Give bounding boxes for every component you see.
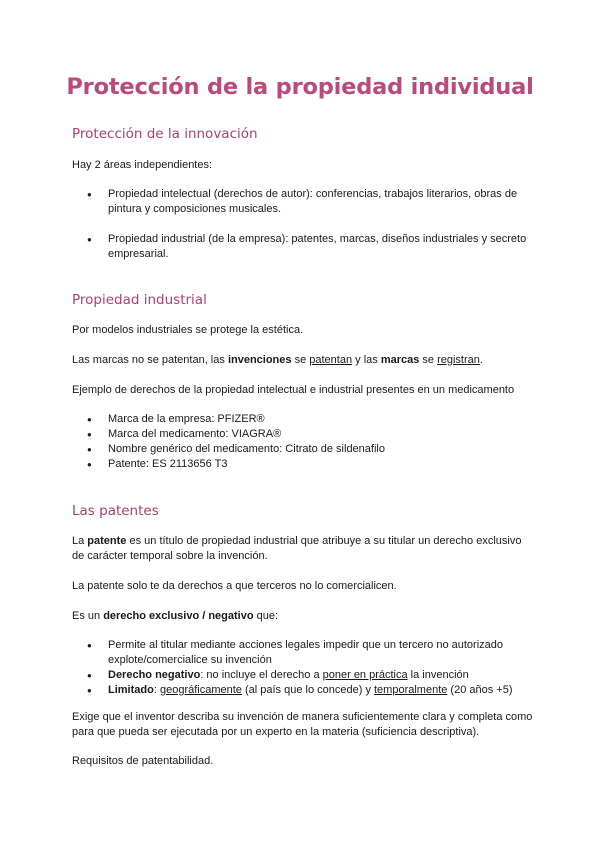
heading-proteccion-innovacion: Protección de la innovación <box>72 126 258 142</box>
list-item: ● Derecho negativo: no incluye el derecho a poner en práctica la invención <box>72 668 532 683</box>
list-derecho <box>72 638 532 698</box>
list-medicamento <box>72 412 532 472</box>
document-title: Protección de la propiedad individual <box>66 74 534 100</box>
paragraph-exige: Exige que el inventor describa su invención de manera suficientemente clara y completa como para que pueda ser ejecutada por un experto en la materia (suficiencia descriptiva). <box>72 711 533 738</box>
paragraph-intro: Hay 2 áreas independientes: <box>72 159 213 171</box>
paragraph-marcas: Las marcas no se patentan, las invenciones se patentan y las marcas se registran. <box>72 354 483 366</box>
paragraph-derecho-exclusivo: Es un derecho exclusivo / negativo que: <box>72 610 279 622</box>
paragraph-requisitos: Requisitos de patentabilidad. <box>72 755 214 767</box>
list-areas <box>72 187 532 262</box>
paragraph-derechos: La patente solo te da derechos a que terceros no lo comercialicen. <box>72 580 397 592</box>
heading-las-patentes: Las patentes <box>72 503 159 519</box>
list-item: ● Marca del medicamento: VIAGRA® <box>72 427 532 442</box>
list-item: ● Propiedad industrial (de la empresa): patentes, marcas, diseños industriales y secreto empresarial. <box>72 232 532 262</box>
list-item: ● Propiedad intelectual (derechos de autor): conferencias, trabajos literarios, obras de pintura y composiciones musicales. <box>72 187 532 217</box>
list-item: ● Limitado: geográficamente (al país que lo concede) y temporalmente (20 años +5) <box>72 683 532 698</box>
paragraph-patente-def: La patente es un título de propiedad industrial que atribuye a su titular un derecho exclusivo de carácter temporal sobre la invención. <box>72 535 522 562</box>
paragraph-modelos: Por modelos industriales se protege la estética. <box>72 324 304 336</box>
heading-propiedad-industrial: Propiedad industrial <box>72 292 207 308</box>
list-item: ● Patente: ES 2113656 T3 <box>72 457 532 472</box>
list-item: ● Marca de la empresa: PFIZER® <box>72 412 532 427</box>
list-item: ● Permite al titular mediante acciones legales impedir que un tercero no autorizado explote/comercialice su invención <box>72 638 532 668</box>
list-item: ● Nombre genérico del medicamento: Citrato de sildenafilo <box>72 442 532 457</box>
paragraph-ejemplo: Ejemplo de derechos de la propiedad intelectual e industrial presentes en un medicamento <box>72 384 515 396</box>
